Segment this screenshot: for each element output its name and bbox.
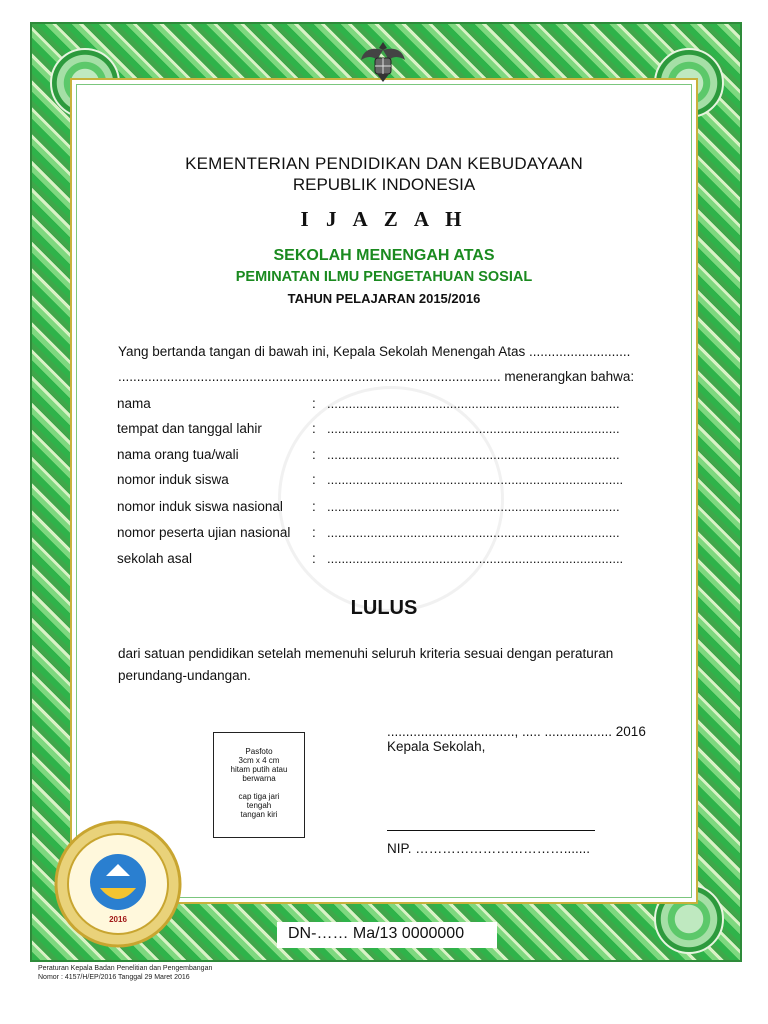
photo-text: tengah <box>246 801 272 810</box>
field-value-birth: ................................................................................. <box>327 421 620 436</box>
field-colon: : <box>312 551 316 566</box>
seal-year: 2016 <box>109 915 127 924</box>
school-type: SEKOLAH MENENGAH ATAS <box>273 247 495 264</box>
place-date: .................................., ..... .................. 2016 <box>387 724 646 739</box>
field-value-name: ................................................................................. <box>327 396 620 411</box>
photo-text: 3cm x 4 cm <box>238 756 280 765</box>
closing-line-2: perundang-undangan. <box>118 668 251 683</box>
footer-regulation-line-1: Peraturan Kepala Badan Penelitian dan Pengembangan <box>38 965 213 972</box>
closing-line-1: dari satuan pendidikan setelah memenuhi seluruh kriteria sesuai dengan peraturan <box>118 646 614 661</box>
field-colon: : <box>312 525 316 540</box>
field-label-name: nama <box>117 396 151 411</box>
specialization: PEMINATAN ILMU PENGETAHUAN SOSIAL <box>235 269 533 285</box>
ministry-name: KEMENTERIAN PENDIDIKAN DAN KEBUDAYAAN <box>185 154 583 173</box>
country-name: REPUBLIK INDONESIA <box>292 175 476 194</box>
result-status: LULUS <box>350 597 418 619</box>
photo-placeholder <box>213 732 305 838</box>
photo-text: hitam putih atau <box>230 765 288 774</box>
field-colon: : <box>312 499 316 514</box>
nip-field: NIP. ……………………………....... <box>387 841 591 856</box>
document-title: I J A Z A H <box>300 207 468 231</box>
field-label-nis: nomor induk siswa <box>117 472 229 487</box>
field-value-exam-number: ................................................................................. <box>327 525 620 540</box>
statement-line-1: Yang bertanda tangan di bawah ini, Kepala Sekolah Menengah Atas ........................... <box>118 344 631 359</box>
field-value-origin-school: .................................................................................. <box>327 551 624 566</box>
field-colon: : <box>312 472 316 487</box>
academic-year: TAHUN PELAJARAN 2015/2016 <box>287 291 481 306</box>
field-label-exam-number: nomor peserta ujian nasional <box>117 525 291 540</box>
statement-line-2: ...................................................................................................... menerangkan bahwa: <box>118 369 635 384</box>
field-colon: : <box>312 396 316 411</box>
photo-text: berwarna <box>242 774 276 783</box>
photo-text: cap tiga jari <box>238 792 280 801</box>
field-value-nis: .................................................................................. <box>327 472 624 487</box>
field-value-parent: ................................................................................. <box>327 447 620 462</box>
field-label-origin-school: sekolah asal <box>117 551 193 566</box>
footer-regulation-line-2: Nomor : 4157/H/EP/2016 Tanggal 29 Maret 2016 <box>38 974 190 981</box>
photo-text: Pasfoto <box>245 747 273 756</box>
field-label-parent: nama orang tua/wali <box>117 447 239 462</box>
signer-role: Kepala Sekolah, <box>387 739 486 754</box>
field-colon: : <box>312 421 316 436</box>
field-label-nisn: nomor induk siswa nasional <box>117 499 283 514</box>
photo-text: tangan kiri <box>240 810 278 819</box>
field-label-birth: tempat dan tanggal lahir <box>117 421 262 436</box>
document-number: DN-…… Ma/13 0000000 <box>288 925 465 942</box>
field-colon: : <box>312 447 316 462</box>
signature-line <box>387 830 595 831</box>
garuda-emblem-icon <box>359 38 407 84</box>
ministry-seal-icon <box>52 818 184 950</box>
field-value-nisn: ................................................................................. <box>327 499 620 514</box>
